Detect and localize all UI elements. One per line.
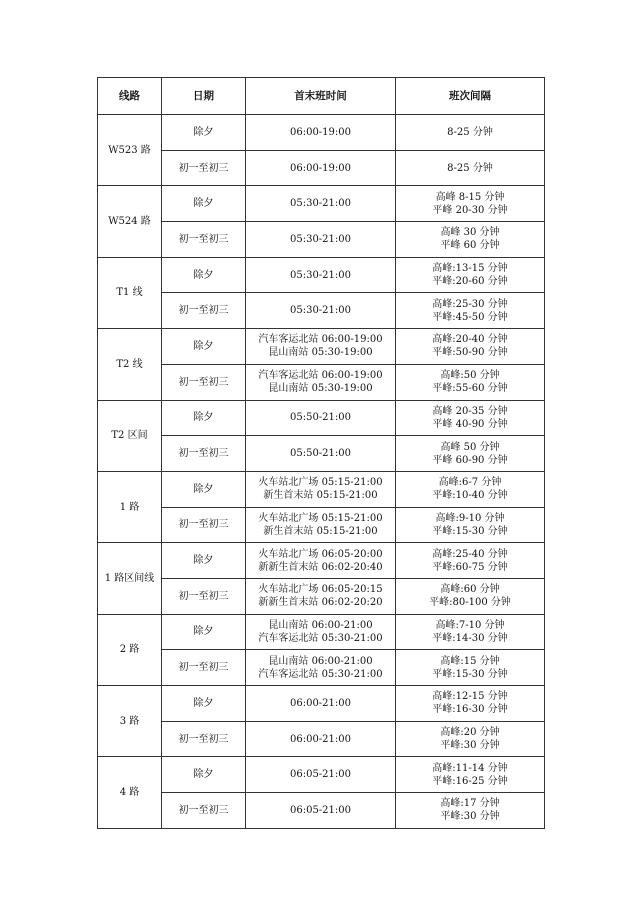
interval-cell	[396, 543, 545, 579]
time-line: 火车站北广场 06:05-20:00	[258, 548, 383, 560]
time-line: 06:00-19:00	[289, 162, 351, 174]
interval-line: 平峰 20-30 分钟	[432, 204, 508, 216]
interval-line: 平峰:30 分钟	[440, 811, 500, 823]
interval-cell	[396, 257, 545, 293]
schedule-table	[97, 77, 545, 829]
date-cell: 除夕	[162, 115, 246, 151]
interval-cell	[396, 364, 545, 400]
time-cell	[246, 757, 396, 793]
route-name-cell: W524 路	[98, 186, 162, 257]
header-time: 首末班时间	[246, 78, 396, 115]
table-row	[98, 150, 545, 186]
interval-cell	[396, 507, 545, 543]
interval-cell	[396, 614, 545, 650]
time-line: 火车站北广场 05:15-21:00	[258, 512, 383, 524]
time-cell	[246, 400, 396, 436]
date-cell: 初一至初三	[162, 364, 246, 400]
table-row	[98, 222, 545, 258]
time-cell	[246, 793, 396, 829]
interval-cell	[396, 222, 545, 258]
interval-line: 平峰:16-25 分钟	[432, 775, 508, 787]
table-row	[98, 293, 545, 329]
route-name-cell: 3 路	[98, 686, 162, 757]
time-line: 06:05-21:00	[289, 804, 351, 816]
time-line: 汽车客运北站 06:00-19:00	[258, 334, 383, 346]
time-line: 汽车客运北站 05:30-21:00	[258, 668, 383, 680]
time-cell	[246, 329, 396, 365]
date-cell: 除夕	[162, 400, 246, 436]
table-row	[98, 436, 545, 472]
time-line: 昆山南站 05:30-19:00	[268, 383, 373, 395]
time-cell	[246, 578, 396, 614]
header-date: 日期	[162, 78, 246, 115]
time-line: 昆山南站 06:00-21:00	[268, 619, 373, 631]
interval-line: 高峰:13-15 分钟	[432, 263, 508, 275]
interval-line: 平峰:45-50 分钟	[432, 311, 508, 323]
time-line: 05:30-21:00	[289, 305, 351, 317]
header-line: 线路	[98, 78, 162, 115]
interval-line: 高峰 8-15 分钟	[435, 191, 505, 203]
interval-cell	[396, 115, 545, 151]
interval-line: 高峰:11-14 分钟	[432, 762, 508, 774]
time-line: 05:30-21:00	[289, 269, 351, 281]
interval-line: 平峰:10-40 分钟	[432, 490, 508, 502]
date-cell: 除夕	[162, 686, 246, 722]
date-cell: 初一至初三	[162, 650, 246, 686]
interval-line: 平峰:55-60 分钟	[432, 383, 508, 395]
date-cell: 初一至初三	[162, 793, 246, 829]
date-cell: 初一至初三	[162, 293, 246, 329]
time-line: 05:50-21:00	[289, 448, 351, 460]
time-line: 火车站北广场 06:05-20:15	[258, 584, 383, 596]
date-cell: 除夕	[162, 186, 246, 222]
table-row	[98, 329, 545, 365]
time-cell	[246, 222, 396, 258]
interval-line: 高峰:20 分钟	[440, 727, 500, 739]
time-cell	[246, 115, 396, 151]
time-line: 05:30-21:00	[289, 198, 351, 210]
time-cell	[246, 721, 396, 757]
time-line: 新生首末站 05:15-21:00	[263, 525, 378, 537]
time-line: 新生首末站 05:15-21:00	[263, 490, 378, 502]
time-line: 新新生首末站 06:02-20:20	[258, 597, 383, 609]
table-row	[98, 543, 545, 579]
interval-line: 高峰:50 分钟	[440, 370, 500, 382]
time-cell	[246, 471, 396, 507]
time-cell	[246, 257, 396, 293]
interval-line: 平峰:15-30 分钟	[432, 525, 508, 537]
time-line: 06:05-21:00	[289, 769, 351, 781]
interval-line: 平峰:14-30 分钟	[432, 632, 508, 644]
interval-cell	[396, 186, 545, 222]
route-name-cell: T1 线	[98, 257, 162, 328]
table-row	[98, 578, 545, 614]
table-row	[98, 471, 545, 507]
interval-line: 8-25 分钟	[447, 126, 493, 138]
interval-line: 高峰:60 分钟	[440, 584, 500, 596]
table-row	[98, 364, 545, 400]
time-line: 昆山南站 05:30-19:00	[268, 347, 373, 359]
interval-cell	[396, 293, 545, 329]
route-name-cell: 1 路	[98, 471, 162, 542]
interval-cell	[396, 471, 545, 507]
date-cell: 初一至初三	[162, 721, 246, 757]
date-cell: 初一至初三	[162, 436, 246, 472]
date-cell: 初一至初三	[162, 507, 246, 543]
interval-cell	[396, 400, 545, 436]
interval-line: 平峰 40-90 分钟	[432, 418, 508, 430]
time-line: 05:30-21:00	[289, 233, 351, 245]
date-cell: 除夕	[162, 329, 246, 365]
interval-line: 平峰:16-30 分钟	[432, 704, 508, 716]
interval-line: 高峰:17 分钟	[440, 798, 500, 810]
table-row	[98, 721, 545, 757]
interval-cell	[396, 150, 545, 186]
date-cell: 除夕	[162, 471, 246, 507]
interval-line: 高峰 50 分钟	[440, 441, 500, 453]
interval-line: 平峰:50-90 分钟	[432, 347, 508, 359]
interval-line: 平峰:20-60 分钟	[432, 276, 508, 288]
interval-line: 高峰:6-7 分钟	[438, 477, 502, 489]
table-row	[98, 400, 545, 436]
table-row	[98, 686, 545, 722]
interval-line: 平峰 60 分钟	[440, 240, 500, 252]
date-cell: 除夕	[162, 543, 246, 579]
time-line: 昆山南站 06:00-21:00	[268, 655, 373, 667]
time-cell	[246, 686, 396, 722]
date-cell: 除夕	[162, 614, 246, 650]
time-line: 06:00-19:00	[289, 126, 351, 138]
time-cell	[246, 364, 396, 400]
interval-line: 平峰:15-30 分钟	[432, 668, 508, 680]
time-cell	[246, 650, 396, 686]
interval-line: 高峰 30 分钟	[440, 227, 500, 239]
table-row	[98, 757, 545, 793]
time-line: 06:00-21:00	[289, 733, 351, 745]
interval-line: 平峰 60-90 分钟	[432, 454, 508, 466]
interval-line: 高峰:20-40 分钟	[432, 334, 508, 346]
interval-line: 高峰:25-40 分钟	[432, 548, 508, 560]
date-cell: 除夕	[162, 257, 246, 293]
interval-cell	[396, 721, 545, 757]
interval-cell	[396, 757, 545, 793]
header-row	[98, 78, 545, 115]
table-row	[98, 257, 545, 293]
interval-line: 高峰:25-30 分钟	[432, 298, 508, 310]
date-cell: 初一至初三	[162, 222, 246, 258]
time-cell	[246, 436, 396, 472]
interval-line: 高峰:15 分钟	[440, 655, 500, 667]
route-name-cell: 1 路区间线	[98, 543, 162, 614]
interval-line: 高峰:7-10 分钟	[435, 619, 505, 631]
interval-line: 平峰:30 分钟	[440, 740, 500, 752]
time-line: 汽车客运北站 05:30-21:00	[258, 632, 383, 644]
interval-line: 高峰 20-35 分钟	[432, 405, 508, 417]
date-cell: 初一至初三	[162, 150, 246, 186]
interval-line: 平峰:80-100 分钟	[429, 597, 511, 609]
interval-line: 高峰:9-10 分钟	[435, 512, 505, 524]
route-name-cell: 4 路	[98, 757, 162, 828]
time-cell	[246, 614, 396, 650]
time-line: 06:00-21:00	[289, 697, 351, 709]
table-row	[98, 614, 545, 650]
schedule-body	[98, 115, 545, 829]
table-row	[98, 507, 545, 543]
time-cell	[246, 507, 396, 543]
interval-cell	[396, 436, 545, 472]
route-name-cell: W523 路	[98, 115, 162, 186]
table-row	[98, 793, 545, 829]
date-cell: 除夕	[162, 757, 246, 793]
interval-cell	[396, 329, 545, 365]
time-cell	[246, 543, 396, 579]
interval-cell	[396, 686, 545, 722]
route-name-cell: T2 线	[98, 329, 162, 400]
route-name-cell: T2 区间	[98, 400, 162, 471]
table-row	[98, 115, 545, 151]
time-line: 05:50-21:00	[289, 412, 351, 424]
route-name-cell: 2 路	[98, 614, 162, 685]
date-cell: 初一至初三	[162, 578, 246, 614]
time-line: 新新生首末站 06:02-20:40	[258, 561, 383, 573]
interval-cell	[396, 578, 545, 614]
interval-line: 8-25 分钟	[447, 162, 493, 174]
time-cell	[246, 150, 396, 186]
time-line: 火车站北广场 05:15-21:00	[258, 477, 383, 489]
time-cell	[246, 293, 396, 329]
table-row	[98, 650, 545, 686]
time-cell	[246, 186, 396, 222]
header-interval: 班次间隔	[396, 78, 545, 115]
time-line: 汽车客运北站 06:00-19:00	[258, 370, 383, 382]
interval-cell	[396, 793, 545, 829]
interval-cell	[396, 650, 545, 686]
interval-line: 平峰:60-75 分钟	[432, 561, 508, 573]
table-row	[98, 186, 545, 222]
interval-line: 高峰:12-15 分钟	[432, 691, 508, 703]
